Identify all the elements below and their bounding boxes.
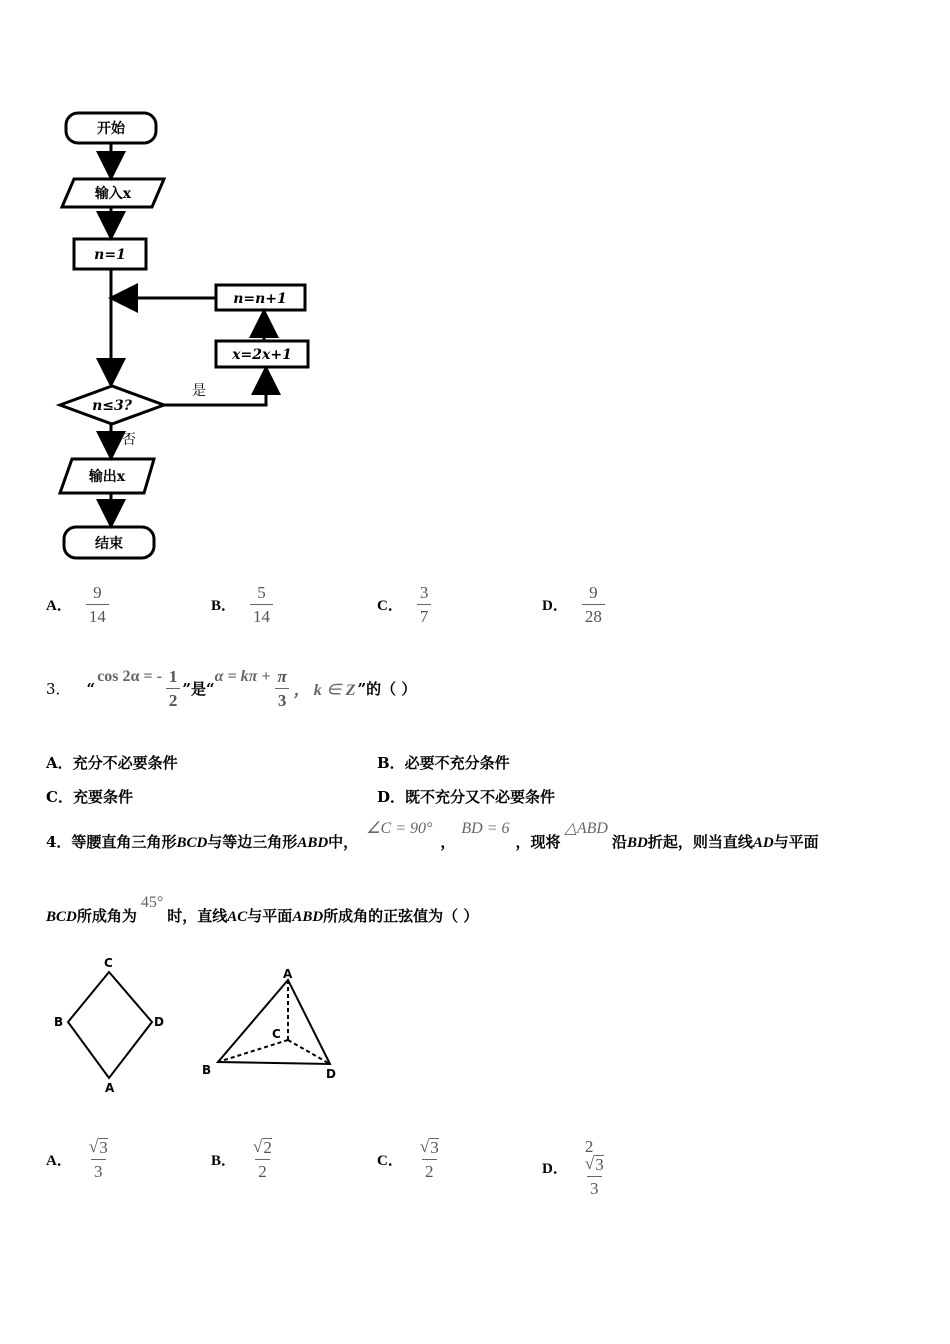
- label-c: C: [104, 956, 113, 970]
- label-c2: C: [272, 1027, 281, 1041]
- q3-choice-b[interactable]: B．必要不充分条件: [377, 754, 510, 772]
- label-d: D: [154, 1015, 164, 1029]
- fc-no-label: 否: [122, 432, 136, 448]
- fraction: $\frac{\pi}{3}$: [274, 668, 289, 709]
- fc-input-label: 输入x: [94, 186, 132, 202]
- fraction: $\frac{9}{14}$: [86, 584, 109, 625]
- q3-choice-c[interactable]: C．充要条件: [46, 788, 133, 806]
- q2-option-a[interactable]: A． $\frac{9}{14}$: [46, 584, 109, 625]
- q4-figures: [50, 952, 350, 1097]
- label-a2: A: [283, 967, 293, 981]
- q4-option-d[interactable]: D． 2√ 3 3: [542, 1138, 607, 1197]
- q4-option-a[interactable]: A． √ 3 3: [46, 1138, 111, 1180]
- q2-option-b[interactable]: B． $\frac{5}{14}$: [211, 584, 273, 625]
- square-figure: [68, 972, 152, 1078]
- fraction: $\frac{9}{28}$: [582, 584, 605, 625]
- fc-init-label: n=1: [94, 247, 126, 263]
- fraction: 2√ 3 3: [584, 1137, 604, 1198]
- fc-output-label: 输出x: [88, 469, 126, 485]
- q3-stem: 3． “ cos 2α = - $\frac{1}{2}$ ”是“ α = kπ + $\frac{\pi}{3}$ ， k ∈ Z ”的（ ）: [46, 667, 417, 710]
- label-a: A: [105, 1081, 115, 1095]
- q3-choice-d[interactable]: D．既不充分又不必要条件: [377, 788, 556, 806]
- label-b: B: [54, 1015, 64, 1029]
- q4-stem-line2: BCD 所成角为 45° 时，直线 AC 与平面 ABD 所成角的正弦值为（ ）: [46, 894, 479, 925]
- fc-yes-label: 是: [192, 383, 206, 399]
- q3-choice-a[interactable]: A．充分不必要条件: [46, 754, 178, 772]
- fraction: √ 3 2: [419, 1137, 439, 1181]
- fraction: $\frac{1}{2}$: [166, 668, 181, 709]
- fc-condition-label: n≤3?: [92, 398, 132, 414]
- fraction: √ 2 2: [253, 1137, 272, 1181]
- tetra-outline: [218, 980, 330, 1064]
- flowchart: [50, 105, 350, 570]
- fc-update-label: x=2x+1: [232, 347, 292, 363]
- fraction: $\frac{3}{7}$: [417, 584, 432, 625]
- fc-increment-label: n=n+1: [233, 291, 287, 307]
- q2-option-d[interactable]: D． $\frac{9}{28}$: [542, 584, 605, 625]
- q4-option-c[interactable]: C． √ 3 2: [377, 1138, 442, 1180]
- fraction: $\frac{5}{14}$: [250, 584, 273, 625]
- q4-stem-line1: 4．等腰直角三角形 BCD 与等边三角形 ABD 中， ∠C = 90° ， BD = 6 ，现将 △ABD 沿 BD 折起，则当直线 AD 与平面: [46, 820, 819, 851]
- fraction: √ 3 3: [88, 1137, 108, 1181]
- fc-start-label: 开始: [97, 121, 125, 137]
- q4-option-b[interactable]: B． √ 2 2: [211, 1138, 275, 1180]
- fc-end-label: 结束: [95, 536, 123, 552]
- label-b2: B: [202, 1063, 212, 1077]
- q2-option-c[interactable]: C． $\frac{3}{7}$: [377, 584, 431, 625]
- label-d2: D: [326, 1067, 336, 1081]
